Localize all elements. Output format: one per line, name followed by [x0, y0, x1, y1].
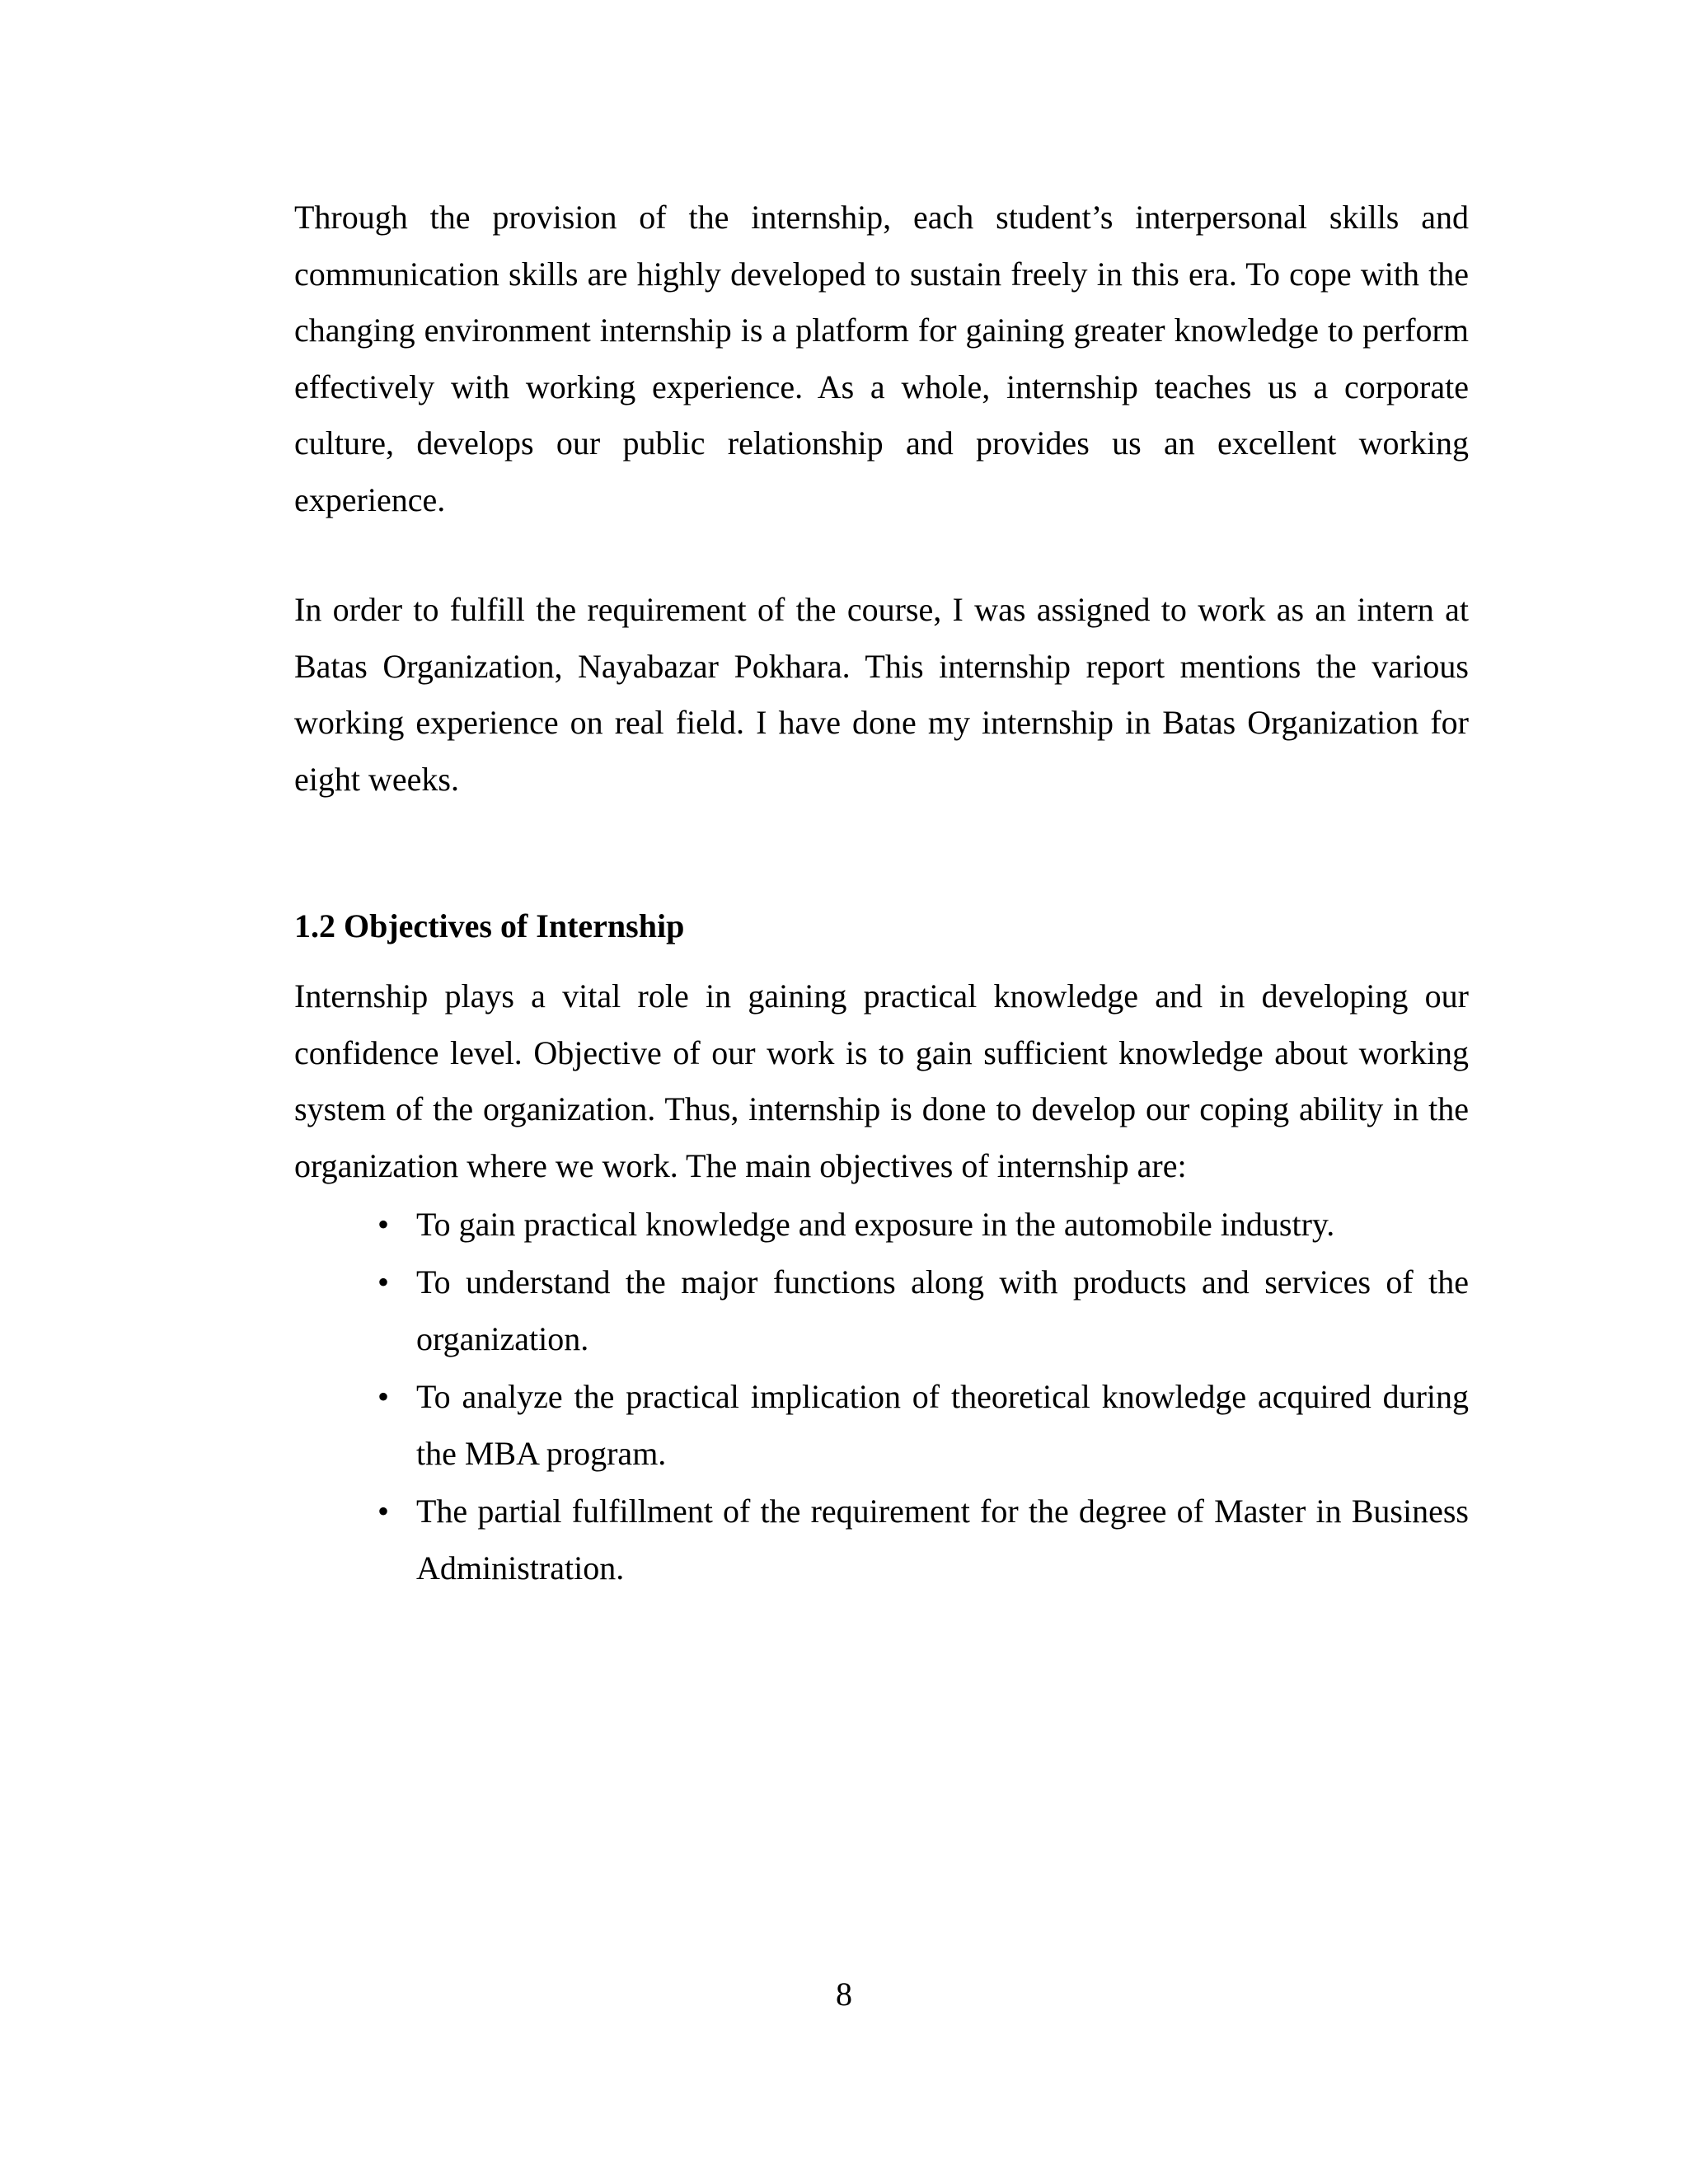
- section-heading: 1.2 Objectives of Internship: [294, 907, 685, 944]
- paragraph-internship-benefits: Through the provision of the internship, each student’s interpersonal skills and communication skills are highly developed to sustain freely in this era. To cope with the changing environment internship is a platform for gaining greater knowledge to perform effectively with working experience. As a whole, internship teaches us a corporate culture, develops our public relationship and provides us an excellent working experience.: [294, 199, 1469, 518]
- list-item: • To understand the major functions along with products and services of the organization.: [416, 1254, 1469, 1368]
- objectives-list: [294, 1196, 1469, 1597]
- list-item: • To analyze the practical implication of theoretical knowledge acquired during the MBA program.: [416, 1368, 1469, 1483]
- page-number: 8: [836, 1975, 852, 2013]
- page-content: [294, 190, 1469, 1597]
- paragraph-objectives-intro: Internship plays a vital role in gaining practical knowledge and in developing our confidence level. Objective of our work is to gain sufficient knowledge about working system of the organization. Thus, internship is done to develop our coping ability in the organization where we work. The main objectives of internship are:: [294, 977, 1469, 1184]
- paragraph-internship-assignment: In order to fulfill the requirement of the course, I was assigned to work as an intern at Batas Organization, Nayabazar Pokhara. This internship report mentions the various working experience on real field. I have done my internship in Batas Organization for eight weeks.: [294, 591, 1469, 798]
- list-item: • The partial fulfillment of the requirement for the degree of Master in Business Administration.: [416, 1483, 1469, 1597]
- list-item: • To gain practical knowledge and exposure in the automobile industry.: [416, 1196, 1469, 1254]
